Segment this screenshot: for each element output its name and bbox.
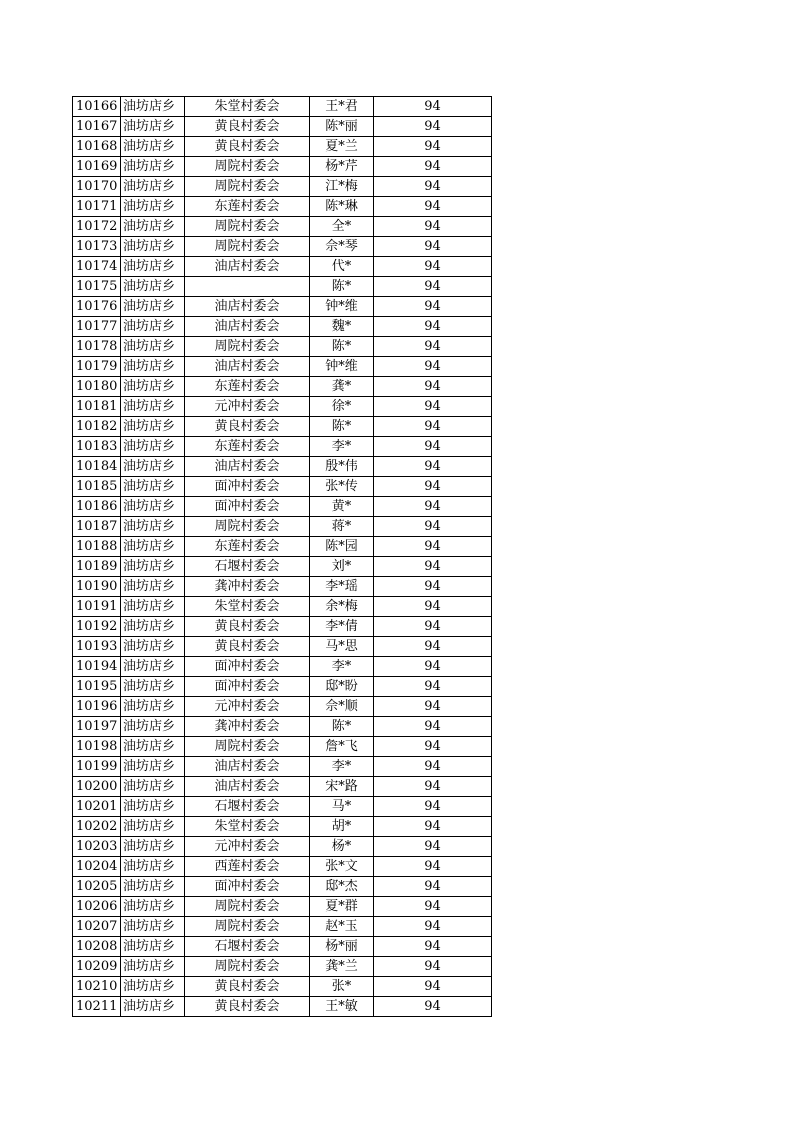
cell-score: 94 — [374, 817, 492, 837]
cell-village: 周院村委会 — [185, 517, 310, 537]
cell-town: 油坊店乡 — [121, 717, 185, 737]
cell-id: 10183 — [73, 437, 121, 457]
cell-village: 面冲村委会 — [185, 677, 310, 697]
cell-town: 油坊店乡 — [121, 997, 185, 1017]
cell-name: 陈* — [310, 337, 374, 357]
cell-village: 周院村委会 — [185, 917, 310, 937]
cell-id: 10170 — [73, 177, 121, 197]
cell-id: 10210 — [73, 977, 121, 997]
cell-village: 元冲村委会 — [185, 697, 310, 717]
table-row — [73, 677, 492, 697]
cell-score: 94 — [374, 457, 492, 477]
cell-id: 10204 — [73, 857, 121, 877]
cell-score: 94 — [374, 657, 492, 677]
table-row — [73, 537, 492, 557]
cell-village: 黄良村委会 — [185, 977, 310, 997]
table-row — [73, 97, 492, 117]
cell-name: 陈*园 — [310, 537, 374, 557]
cell-name: 夏*群 — [310, 897, 374, 917]
cell-name: 李* — [310, 757, 374, 777]
cell-town: 油坊店乡 — [121, 437, 185, 457]
cell-score: 94 — [374, 337, 492, 357]
cell-id: 10169 — [73, 157, 121, 177]
cell-name: 余*梅 — [310, 597, 374, 617]
table-row — [73, 497, 492, 517]
cell-village: 朱堂村委会 — [185, 97, 310, 117]
cell-score: 94 — [374, 277, 492, 297]
cell-village: 油店村委会 — [185, 357, 310, 377]
cell-village: 朱堂村委会 — [185, 817, 310, 837]
cell-name: 徐* — [310, 397, 374, 417]
cell-name: 陈* — [310, 717, 374, 737]
cell-score: 94 — [374, 157, 492, 177]
table-row — [73, 337, 492, 357]
table-row — [73, 877, 492, 897]
cell-score: 94 — [374, 137, 492, 157]
cell-id: 10172 — [73, 217, 121, 237]
cell-score: 94 — [374, 237, 492, 257]
data-table — [72, 96, 492, 1017]
cell-name: 全* — [310, 217, 374, 237]
table-row — [73, 837, 492, 857]
cell-town: 油坊店乡 — [121, 577, 185, 597]
cell-town: 油坊店乡 — [121, 277, 185, 297]
cell-village: 元冲村委会 — [185, 397, 310, 417]
table-row — [73, 717, 492, 737]
table-row — [73, 997, 492, 1017]
table-row — [73, 857, 492, 877]
table-row — [73, 657, 492, 677]
cell-village: 周院村委会 — [185, 237, 310, 257]
cell-score: 94 — [374, 677, 492, 697]
cell-name: 钟*维 — [310, 297, 374, 317]
cell-town: 油坊店乡 — [121, 477, 185, 497]
cell-id: 10171 — [73, 197, 121, 217]
cell-town: 油坊店乡 — [121, 957, 185, 977]
table-row — [73, 237, 492, 257]
table-row — [73, 217, 492, 237]
cell-town: 油坊店乡 — [121, 237, 185, 257]
cell-name: 殷*伟 — [310, 457, 374, 477]
table-row — [73, 477, 492, 497]
cell-score: 94 — [374, 497, 492, 517]
cell-name: 江*梅 — [310, 177, 374, 197]
cell-village: 面冲村委会 — [185, 877, 310, 897]
cell-name: 杨* — [310, 837, 374, 857]
cell-name: 黄* — [310, 497, 374, 517]
cell-town: 油坊店乡 — [121, 517, 185, 537]
table-row — [73, 197, 492, 217]
cell-score: 94 — [374, 637, 492, 657]
cell-score: 94 — [374, 417, 492, 437]
cell-score: 94 — [374, 577, 492, 597]
cell-village: 周院村委会 — [185, 957, 310, 977]
cell-name: 陈*丽 — [310, 117, 374, 137]
cell-id: 10186 — [73, 497, 121, 517]
cell-village: 朱堂村委会 — [185, 597, 310, 617]
cell-village: 周院村委会 — [185, 737, 310, 757]
cell-id: 10198 — [73, 737, 121, 757]
cell-name: 詹*飞 — [310, 737, 374, 757]
cell-score: 94 — [374, 437, 492, 457]
cell-id: 10176 — [73, 297, 121, 317]
cell-id: 10180 — [73, 377, 121, 397]
cell-name: 赵*玉 — [310, 917, 374, 937]
cell-town: 油坊店乡 — [121, 737, 185, 757]
cell-score: 94 — [374, 377, 492, 397]
cell-id: 10175 — [73, 277, 121, 297]
cell-name: 夏*兰 — [310, 137, 374, 157]
cell-village: 石堰村委会 — [185, 557, 310, 577]
cell-village: 周院村委会 — [185, 337, 310, 357]
cell-name: 李*倩 — [310, 617, 374, 637]
cell-score: 94 — [374, 357, 492, 377]
cell-id: 10167 — [73, 117, 121, 137]
cell-village: 油店村委会 — [185, 777, 310, 797]
cell-name: 陈* — [310, 417, 374, 437]
cell-town: 油坊店乡 — [121, 217, 185, 237]
cell-town: 油坊店乡 — [121, 257, 185, 277]
cell-id: 10193 — [73, 637, 121, 657]
table-row — [73, 297, 492, 317]
cell-village: 面冲村委会 — [185, 477, 310, 497]
cell-name: 邸*杰 — [310, 877, 374, 897]
table-row — [73, 317, 492, 337]
table-row — [73, 277, 492, 297]
cell-score: 94 — [374, 957, 492, 977]
cell-village: 东莲村委会 — [185, 437, 310, 457]
cell-village: 周院村委会 — [185, 897, 310, 917]
cell-name: 杨*芹 — [310, 157, 374, 177]
cell-village: 龚冲村委会 — [185, 717, 310, 737]
cell-score: 94 — [374, 597, 492, 617]
cell-name: 王*君 — [310, 97, 374, 117]
cell-town: 油坊店乡 — [121, 677, 185, 697]
cell-name: 魏* — [310, 317, 374, 337]
cell-name: 李* — [310, 657, 374, 677]
cell-town: 油坊店乡 — [121, 417, 185, 437]
cell-id: 10203 — [73, 837, 121, 857]
cell-village: 东莲村委会 — [185, 537, 310, 557]
table-row — [73, 637, 492, 657]
cell-village: 石堰村委会 — [185, 937, 310, 957]
cell-village: 周院村委会 — [185, 217, 310, 237]
cell-id: 10191 — [73, 597, 121, 617]
cell-score: 94 — [374, 197, 492, 217]
cell-town: 油坊店乡 — [121, 457, 185, 477]
cell-town: 油坊店乡 — [121, 697, 185, 717]
table-row — [73, 557, 492, 577]
cell-name: 张* — [310, 977, 374, 997]
cell-town: 油坊店乡 — [121, 837, 185, 857]
cell-name: 李*瑶 — [310, 577, 374, 597]
table-row — [73, 977, 492, 997]
cell-name: 张*文 — [310, 857, 374, 877]
cell-name: 刘* — [310, 557, 374, 577]
cell-town: 油坊店乡 — [121, 337, 185, 357]
cell-town: 油坊店乡 — [121, 757, 185, 777]
cell-town: 油坊店乡 — [121, 97, 185, 117]
cell-id: 10178 — [73, 337, 121, 357]
cell-town: 油坊店乡 — [121, 937, 185, 957]
table-row — [73, 457, 492, 477]
cell-id: 10188 — [73, 537, 121, 557]
cell-town: 油坊店乡 — [121, 917, 185, 937]
cell-village: 龚冲村委会 — [185, 577, 310, 597]
cell-village: 元冲村委会 — [185, 837, 310, 857]
cell-id: 10189 — [73, 557, 121, 577]
cell-score: 94 — [374, 897, 492, 917]
cell-name: 张*传 — [310, 477, 374, 497]
cell-score: 94 — [374, 257, 492, 277]
cell-name: 佘*琴 — [310, 237, 374, 257]
cell-town: 油坊店乡 — [121, 117, 185, 137]
cell-name: 邸*盼 — [310, 677, 374, 697]
cell-id: 10185 — [73, 477, 121, 497]
table-row — [73, 577, 492, 597]
cell-village: 黄良村委会 — [185, 997, 310, 1017]
cell-id: 10208 — [73, 937, 121, 957]
cell-id: 10199 — [73, 757, 121, 777]
cell-id: 10206 — [73, 897, 121, 917]
cell-score: 94 — [374, 397, 492, 417]
cell-village: 黄良村委会 — [185, 617, 310, 637]
cell-id: 10190 — [73, 577, 121, 597]
cell-town: 油坊店乡 — [121, 357, 185, 377]
cell-name: 马* — [310, 797, 374, 817]
cell-score: 94 — [374, 517, 492, 537]
cell-village: 黄良村委会 — [185, 417, 310, 437]
table-row — [73, 597, 492, 617]
cell-town: 油坊店乡 — [121, 897, 185, 917]
table-row — [73, 137, 492, 157]
table-row — [73, 697, 492, 717]
cell-score: 94 — [374, 877, 492, 897]
table-row — [73, 777, 492, 797]
cell-village: 周院村委会 — [185, 157, 310, 177]
cell-village: 油店村委会 — [185, 257, 310, 277]
table-row — [73, 417, 492, 437]
cell-town: 油坊店乡 — [121, 137, 185, 157]
table-row — [73, 257, 492, 277]
cell-id: 10205 — [73, 877, 121, 897]
cell-id: 10182 — [73, 417, 121, 437]
cell-id: 10202 — [73, 817, 121, 837]
table-row — [73, 937, 492, 957]
cell-id: 10173 — [73, 237, 121, 257]
cell-score: 94 — [374, 317, 492, 337]
cell-name: 李* — [310, 437, 374, 457]
cell-score: 94 — [374, 297, 492, 317]
cell-score: 94 — [374, 177, 492, 197]
table-row — [73, 157, 492, 177]
cell-town: 油坊店乡 — [121, 797, 185, 817]
cell-name: 钟*维 — [310, 357, 374, 377]
cell-id: 10184 — [73, 457, 121, 477]
cell-score: 94 — [374, 737, 492, 757]
cell-village — [185, 277, 310, 297]
cell-id: 10211 — [73, 997, 121, 1017]
cell-town: 油坊店乡 — [121, 497, 185, 517]
cell-score: 94 — [374, 697, 492, 717]
cell-name: 宋*路 — [310, 777, 374, 797]
table-row — [73, 357, 492, 377]
cell-name: 佘*顺 — [310, 697, 374, 717]
cell-score: 94 — [374, 117, 492, 137]
table-row — [73, 177, 492, 197]
cell-score: 94 — [374, 917, 492, 937]
cell-name: 马*思 — [310, 637, 374, 657]
table-row — [73, 957, 492, 977]
cell-town: 油坊店乡 — [121, 637, 185, 657]
cell-town: 油坊店乡 — [121, 597, 185, 617]
cell-id: 10194 — [73, 657, 121, 677]
table-row — [73, 757, 492, 777]
cell-village: 油店村委会 — [185, 757, 310, 777]
cell-village: 面冲村委会 — [185, 497, 310, 517]
cell-id: 10177 — [73, 317, 121, 337]
cell-id: 10166 — [73, 97, 121, 117]
cell-town: 油坊店乡 — [121, 977, 185, 997]
cell-id: 10174 — [73, 257, 121, 277]
cell-town: 油坊店乡 — [121, 557, 185, 577]
cell-score: 94 — [374, 937, 492, 957]
cell-id: 10195 — [73, 677, 121, 697]
cell-village: 石堰村委会 — [185, 797, 310, 817]
cell-town: 油坊店乡 — [121, 157, 185, 177]
cell-town: 油坊店乡 — [121, 657, 185, 677]
cell-town: 油坊店乡 — [121, 397, 185, 417]
cell-village: 黄良村委会 — [185, 637, 310, 657]
cell-village: 油店村委会 — [185, 297, 310, 317]
cell-score: 94 — [374, 857, 492, 877]
cell-village: 黄良村委会 — [185, 137, 310, 157]
cell-id: 10207 — [73, 917, 121, 937]
cell-id: 10168 — [73, 137, 121, 157]
cell-village: 面冲村委会 — [185, 657, 310, 677]
table-row — [73, 377, 492, 397]
cell-score: 94 — [374, 217, 492, 237]
table-row — [73, 517, 492, 537]
cell-village: 东莲村委会 — [185, 377, 310, 397]
cell-id: 10196 — [73, 697, 121, 717]
cell-score: 94 — [374, 717, 492, 737]
cell-id: 10200 — [73, 777, 121, 797]
cell-name: 陈* — [310, 277, 374, 297]
table-row — [73, 617, 492, 637]
cell-score: 94 — [374, 617, 492, 637]
cell-score: 94 — [374, 837, 492, 857]
cell-id: 10192 — [73, 617, 121, 637]
cell-id: 10209 — [73, 957, 121, 977]
cell-score: 94 — [374, 777, 492, 797]
cell-score: 94 — [374, 477, 492, 497]
cell-town: 油坊店乡 — [121, 817, 185, 837]
cell-name: 龚*兰 — [310, 957, 374, 977]
cell-score: 94 — [374, 537, 492, 557]
cell-name: 蒋* — [310, 517, 374, 537]
cell-name: 代* — [310, 257, 374, 277]
cell-id: 10179 — [73, 357, 121, 377]
cell-town: 油坊店乡 — [121, 177, 185, 197]
cell-id: 10197 — [73, 717, 121, 737]
cell-village: 油店村委会 — [185, 457, 310, 477]
cell-name: 王*敏 — [310, 997, 374, 1017]
cell-score: 94 — [374, 797, 492, 817]
cell-name: 胡* — [310, 817, 374, 837]
table-body — [73, 97, 492, 1017]
cell-id: 10187 — [73, 517, 121, 537]
cell-village: 西莲村委会 — [185, 857, 310, 877]
cell-town: 油坊店乡 — [121, 377, 185, 397]
cell-id: 10201 — [73, 797, 121, 817]
cell-town: 油坊店乡 — [121, 537, 185, 557]
cell-score: 94 — [374, 557, 492, 577]
table-row — [73, 737, 492, 757]
cell-village: 周院村委会 — [185, 177, 310, 197]
cell-score: 94 — [374, 997, 492, 1017]
cell-village: 黄良村委会 — [185, 117, 310, 137]
table-row — [73, 817, 492, 837]
cell-town: 油坊店乡 — [121, 197, 185, 217]
table-row — [73, 897, 492, 917]
cell-name: 陈*琳 — [310, 197, 374, 217]
cell-town: 油坊店乡 — [121, 857, 185, 877]
cell-town: 油坊店乡 — [121, 777, 185, 797]
cell-village: 油店村委会 — [185, 317, 310, 337]
cell-id: 10181 — [73, 397, 121, 417]
cell-name: 杨*丽 — [310, 937, 374, 957]
cell-town: 油坊店乡 — [121, 297, 185, 317]
cell-town: 油坊店乡 — [121, 877, 185, 897]
table-row — [73, 917, 492, 937]
cell-town: 油坊店乡 — [121, 617, 185, 637]
table-row — [73, 117, 492, 137]
cell-name: 龚* — [310, 377, 374, 397]
table-row — [73, 437, 492, 457]
cell-score: 94 — [374, 977, 492, 997]
table-row — [73, 797, 492, 817]
table-row — [73, 397, 492, 417]
cell-village: 东莲村委会 — [185, 197, 310, 217]
cell-town: 油坊店乡 — [121, 317, 185, 337]
cell-score: 94 — [374, 757, 492, 777]
cell-score: 94 — [374, 97, 492, 117]
